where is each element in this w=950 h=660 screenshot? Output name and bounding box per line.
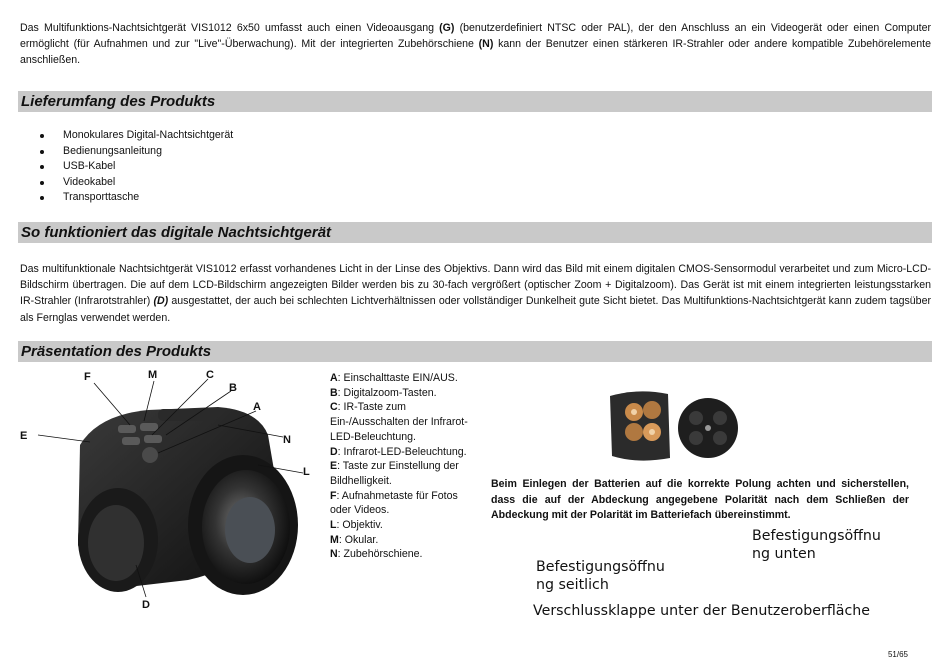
callout-d: D <box>142 599 150 611</box>
list-item: Bedienungsanleitung <box>40 144 233 160</box>
callout-a: A <box>253 401 261 413</box>
legend-item <box>330 386 470 401</box>
section-presentation-title: Präsentation des Produkts <box>21 343 212 360</box>
legend-text: : Taste zur Einstellung der Bildhelligkeit. <box>330 460 459 487</box>
intro-ref-n: (N) <box>478 38 494 51</box>
callout-l: L <box>303 466 310 478</box>
battery-polarity-note: Beim Einlegen der Batterien auf die korrekte Polung achten und sicherstellen, dass die auf der Abdeckung angegebene Polarität nach dem Schließen der Abdeckung mit der Polarität im Batteriefach übereinstimmt. <box>491 478 909 521</box>
intro-text-1: Das Multifunktions-Nachtsichtgerät VIS1012 6x50 umfasst auch einen Videoausgang <box>20 22 440 34</box>
cover-label: Verschlussklappe unter der Benutzeroberfläche <box>533 603 870 619</box>
section-scope-title: Lieferumfang des Produkts <box>21 93 216 110</box>
legend-item <box>330 533 470 548</box>
callout-c: C <box>206 369 214 381</box>
intro-text-3: kann der Benutzer einen stärkeren IR-Strahler oder andere kompatible Zubehörelemente anschließen. <box>20 38 931 67</box>
legend-key: D <box>330 445 338 458</box>
list-item: Monokulares Digital-Nachtsichtgerät <box>40 128 233 144</box>
callout-n: N <box>283 434 291 446</box>
accessory-rail <box>158 409 218 421</box>
objective-lens <box>188 455 298 595</box>
legend-text: : Okular. <box>338 533 379 546</box>
legend-text: : Zubehörschiene. <box>337 548 423 561</box>
legend-text: : Infrarot-LED-Beleuchtung. <box>337 445 467 458</box>
component-legend <box>330 371 470 562</box>
battery-cover <box>678 398 738 458</box>
legend-key: N <box>330 548 338 561</box>
how-paragraph <box>20 261 931 326</box>
section-presentation-header <box>18 341 932 362</box>
legend-text: : Aufnahmetaste für Fotos oder Videos. <box>330 489 458 517</box>
legend-item <box>330 400 470 444</box>
bottom-mount-label-line1: Befestigungsöffnu <box>752 528 881 544</box>
section-how-title: So funktioniert das digitale Nachtsichtgerät <box>21 224 332 241</box>
intro-paragraph <box>20 20 931 69</box>
legend-text: : Digitalzoom-Tasten. <box>337 386 437 399</box>
legend-item <box>330 445 470 460</box>
legend-key: L <box>330 519 337 532</box>
callout-m: M <box>148 369 158 381</box>
legend-key: B <box>330 386 338 399</box>
legend-item <box>330 489 470 518</box>
legend-item <box>330 459 470 488</box>
legend-key: C <box>330 401 338 414</box>
battery-bay <box>610 391 670 460</box>
how-text-2: ausgestattet, der auch bei schlechten Lichtverhältnissen oder vollständiger Dunkelheit gute Sicht bietet. Das Multifunktions-Nachtsichtgerät kann zudem tagsüber als Fernglas verwendet werden. <box>20 295 931 324</box>
battery-compartment-illustration <box>608 388 740 464</box>
section-scope-header <box>18 91 932 112</box>
legend-key: E <box>330 460 338 473</box>
side-mount-label-line2: ng seitlich <box>536 577 609 593</box>
legend-key: A <box>330 372 338 384</box>
legend-item <box>330 371 470 386</box>
intro-text-2: (benutzerdefiniert NTSC oder PAL), der den Anschluss an ein Videogerät oder einen Computer ermöglicht (für Aufnahmen und zur "Live"-Überwachung). Mit der integrierten Zubehörschiene <box>20 22 931 51</box>
eyepiece <box>78 488 158 592</box>
list-item: USB-Kabel <box>40 159 233 175</box>
intro-ref-g: (G) <box>439 22 455 34</box>
callout-e: E <box>20 430 28 442</box>
legend-text: : Einschalttaste EIN/AUS. <box>337 372 458 384</box>
legend-item <box>330 547 470 562</box>
side-mount-label <box>536 558 665 594</box>
night-vision-device-illustration <box>18 365 318 615</box>
bottom-mount-label-line2: ng unten <box>752 546 816 562</box>
legend-key: M <box>330 533 339 546</box>
how-text-1: Das multifunktionale Nachtsichtgerät VIS1012 erfasst vorhandenes Licht in der Linse des Objektivs. Dann wird das Bild mit einem digitalen CMOS-Sensormodul verarbeitet und zum Micro-LCD-Bildschirm übertragen. Die auf dem LCD-Bildschirm angezeigten Bilder werden bis zu 30-fach vergrößert (optischer Zoom + Digitalzoom). Das Gerät ist mit einem integrierten leistungsstarken IR-Strahler (Infrarotstrahler) <box>20 263 931 308</box>
callout-b: B <box>229 382 237 394</box>
section-how-header <box>18 222 932 243</box>
scope-list <box>40 128 233 206</box>
list-item: Videokabel <box>40 175 233 191</box>
bottom-mount-label <box>752 527 881 563</box>
legend-text: : Objektiv. <box>336 519 383 532</box>
legend-item <box>330 518 470 533</box>
callout-f: F <box>84 371 91 383</box>
how-ref-d: (D) <box>153 295 169 308</box>
page-number: 51/65 <box>887 650 908 659</box>
list-item: Transporttasche <box>40 190 233 206</box>
legend-text: : IR-Taste zum Ein-/Ausschalten der Infrarot-LED-Beleuchtung. <box>330 401 468 443</box>
legend-key: F <box>330 489 337 502</box>
side-mount-label-line1: Befestigungsöffnu <box>536 559 665 575</box>
